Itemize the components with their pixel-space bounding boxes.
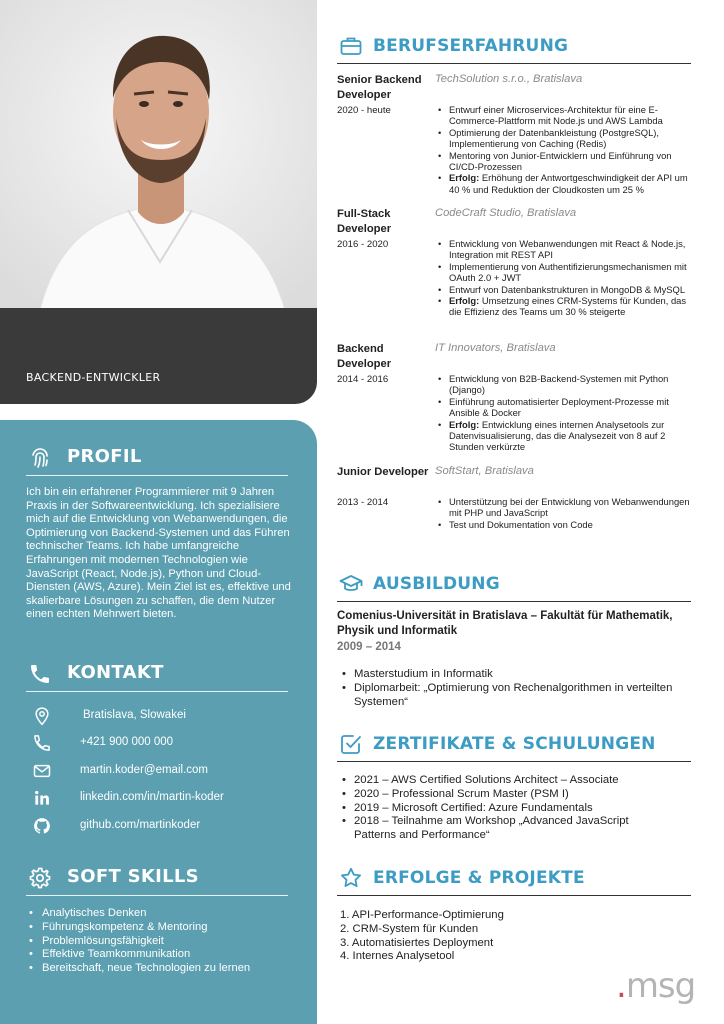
achievements-heading [337,866,691,896]
job-bullets [435,496,697,530]
list-item: 4. Internes Analysetool [340,950,455,963]
profile-heading [26,446,288,476]
contact-heading-text: KONTAKT [67,662,164,683]
soft-skills-heading-text: SOFT SKILLS [67,866,199,887]
job-company: TechSolution s.r.o., Bratislava [435,73,583,85]
experience-heading-text: BERUFSERFAHRUNG [373,36,569,56]
job-bullets [435,238,697,318]
contact-github[interactable] [30,816,290,836]
education-heading [337,572,691,602]
list-item [435,295,697,318]
contact-linkedin[interactable] [30,788,290,808]
gear-icon [28,866,52,890]
job-title: Junior Developer [337,466,429,478]
location-text: Bratislava, Slowakei [83,709,186,721]
briefcase-icon [339,34,363,58]
list-item: • Implementierung von Authentifizierungsmechanismen mit OAuth 2.0 + JWT [435,261,697,284]
education-years: 2009 – 2014 [337,641,401,653]
list-item [435,172,697,195]
list-item: • Masterstudium in Informatik [340,668,690,682]
list-item: • Test und Dokumentation von Code [435,519,697,530]
linkedin-text[interactable]: linkedin.com/in/martin-koder [80,791,224,803]
job-dates: 2016 - 2020 [337,239,389,250]
list-item: • Entwicklung von B2B-Backend-Systemen mit Python (Django) [435,373,697,396]
job-dates: 2014 - 2016 [337,374,389,385]
list-item: • Einführung automatisierter Deployment-Prozesse mit Ansible & Docker [435,396,697,419]
list-item: • Entwurf von Datenbankstrukturen in MongoDB & MySQL [435,284,697,295]
phone-icon [28,662,52,686]
logo-text: msg [625,966,696,1006]
github-text[interactable]: github.com/martinkoder [80,819,201,831]
job-company: IT Innovators, Bratislava [435,342,556,354]
list-item: • 2021 – AWS Certified Solutions Architect – Associate [340,774,660,788]
github-icon [32,816,52,836]
list-item: • Diplomarbeit: „Optimierung von Rechenalgorithmen in verteilten Systemen“ [340,682,690,710]
email-icon [32,761,52,781]
experience-heading [337,34,691,64]
phone-icon [32,733,52,753]
list-item: • Führungskompetenz & Mentoring [26,921,296,935]
job-company: SoftStart, Bratislava [435,465,534,477]
graduation-cap-icon [339,572,363,596]
highlight-text: Erhöhung der Antwortgeschwindigkeit der API um 40 % und Reduktion der Cloudkosten um 25 % [449,172,688,195]
highlight-text: Umsetzung eines CRM-Systems für Kunden, das die Effizienz des Teams um 30 % steigerte [449,295,687,318]
list-item: • 2018 – Teilnahme am Workshop „Advanced JavaScript Patterns and Performance“ [340,815,660,843]
certificates-heading-text: ZERTIFIKATE & SCHULUNGEN [373,734,656,754]
education-list [340,668,690,709]
highlight-label: Erfolg: [449,172,480,184]
profile-text: Ich bin ein erfahrener Programmierer mit 9 Jahren Praxis in der Softwareentwicklung. Ich spezialisiere mich auf die Entwicklung von Webanwendungen, die Optimierung von Backend-Systemen und das Führen technischer Teams. Ich habe umfangreiche Erfahrungen mit modernen Technologien wie JavaScript (React, Node.js), Python und Cloud-Diensten (AWS, Azure). Mein Ziel ist es, effektive und skalierbare Lösungen zu schaffen, die dem Nutzer einen echten Mehrwert bieten. [26,486,291,621]
soft-skills-heading [26,866,288,896]
left-column [0,0,317,1024]
msg-logo [616,966,695,1006]
job-title: Full-Stack Developer [337,208,392,235]
star-icon [339,866,363,890]
location-pin-icon [32,706,52,726]
achievements-heading-text: ERFOLGE & PROJEKTE [373,868,585,888]
soft-skills-list [26,907,296,976]
highlight-text: Entwicklung eines internen Analysetools zur Datenvisualisierung, das die Analysezeit von 8 auf 2 Stunden verkürzte [449,418,666,453]
contact-location [30,706,290,726]
profile-photo [0,0,317,310]
list-item: • Problemlösungsfähigkeit [26,935,296,949]
highlight-label: Erfolg: [449,418,480,430]
profile-heading-text: PROFIL [67,446,142,467]
contact-phone[interactable] [30,733,290,753]
phone-text[interactable]: +421 900 000 000 [80,736,174,748]
list-item: • Unterstützung bei der Entwicklung von Webanwendungen mit PHP und JavaScript [435,496,697,519]
job-title: Backend Developer [337,343,392,370]
list-item: 1. API-Performance-Optimierung [340,909,504,921]
list-item: 2. CRM-System für Kunden [340,922,479,935]
job-dates: 2020 - heute [337,105,391,116]
list-item: • Effektive Teamkommunikation [26,948,296,962]
job-company: CodeCraft Studio, Bratislava [435,207,577,219]
job-bullets [435,104,697,195]
list-item: • Optimierung der Datenbankleistung (PostgreSQL), Implementierung von Caching (Redis) [435,127,697,150]
education-heading-text: AUSBILDUNG [373,574,500,594]
list-item: • 2020 – Professional Scrum Master (PSM I) [340,788,660,802]
list-item: • Mentoring von Junior-Entwicklern und Einführung von CI/CD-Prozessen [435,150,697,173]
contact-heading [26,662,288,692]
logo-dot: . [616,966,626,1006]
fingerprint-icon [28,446,52,470]
education-university: Comenius-Universität in Bratislava – Fakultät für Mathematik, Physik und Informatik [337,610,673,637]
list-item: • Bereitschaft, neue Technologien zu lernen [26,962,296,976]
contact-email[interactable] [30,761,290,781]
list-item: 3. Automatisiertes Deployment [340,936,494,949]
list-item: • Entwicklung von Webanwendungen mit React & Node.js, Integration mit REST API [435,238,697,261]
linkedin-icon [32,788,52,808]
job-title: Senior Backend Developer [337,74,422,101]
highlight-label: Erfolg: [449,295,480,307]
certificates-list [340,774,660,843]
list-item [435,419,697,453]
certificates-heading [337,732,691,762]
list-item: • Entwurf einer Microservices-Architektur für eine E-Commerce-Plattform mit Node.js und AWS Lambda [435,104,697,127]
list-item: • 2019 – Microsoft Certified: Azure Fundamentals [340,802,660,816]
achievements-list [340,909,504,964]
person-role: BACKEND-ENTWICKLER [26,371,161,384]
job-dates: 2013 - 2014 [337,497,389,508]
checkbox-icon [339,732,363,756]
name-box [0,308,317,404]
list-item: • Analytisches Denken [26,907,296,921]
job-bullets [435,373,697,453]
email-text[interactable]: martin.koder@email.com [80,764,208,776]
